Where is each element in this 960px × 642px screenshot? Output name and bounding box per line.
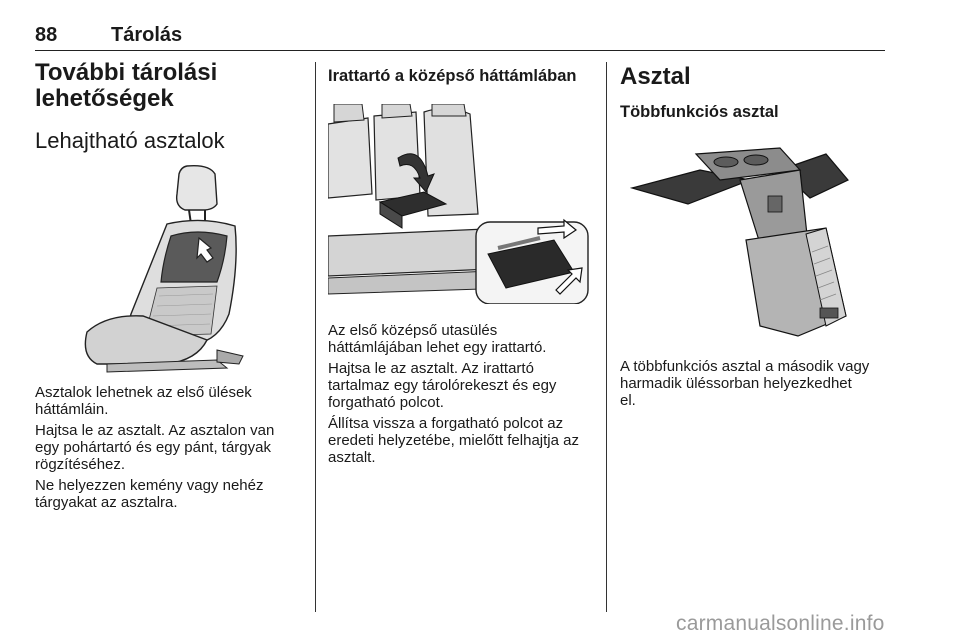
section-title: Tárolás <box>111 24 183 46</box>
page-header <box>35 24 885 51</box>
text-line: A többfunkciós asztal a második vagy <box>620 358 870 375</box>
text-line: tárgyakat az asztalra. <box>35 494 178 511</box>
page-number: 88 <box>35 24 58 46</box>
text-line: Hajtsa le az asztalt. Az asztalon van <box>35 422 275 439</box>
text-line: eredeti helyzetébe, mielőtt felhajtja az <box>328 432 579 449</box>
document-holder-illustration <box>328 104 598 304</box>
text-line: rögzítéséhez. <box>35 456 126 473</box>
column-divider-1 <box>315 62 316 612</box>
text-line: el. <box>620 392 636 409</box>
text-line: forgatható polcot. <box>328 394 444 411</box>
text-line: Ne helyezzen kemény vagy nehéz <box>35 477 264 494</box>
text-line: háttámláin. <box>35 401 109 418</box>
column-right <box>620 60 890 409</box>
text-line: Hajtsa le az asztalt. Az irattartó <box>328 360 534 377</box>
multifunction-table-illustration <box>630 140 890 340</box>
text-line: egy pohártartó és egy pánt, tárgyak <box>35 439 271 456</box>
text-line: tartalmaz egy tárolórekeszt és egy <box>328 377 557 394</box>
column-left <box>35 60 307 511</box>
column-middle <box>328 60 598 466</box>
text-line: Az első középső utasülés <box>328 322 498 339</box>
section-heading: Irattartó a középső háttámlában <box>328 67 577 85</box>
page-heading-line2: lehetőségek <box>35 85 174 112</box>
subsection-heading: Többfunkciós asztal <box>620 103 779 121</box>
text-line: háttámlájában lehet egy irattartó. <box>328 339 547 356</box>
column-divider-2 <box>606 62 607 612</box>
section-heading: Asztal <box>620 63 691 90</box>
section-heading: Lehajtható asztalok <box>35 128 225 153</box>
text-line: Asztalok lehetnek az első ülések <box>35 384 252 401</box>
page-heading-line1: További tárolási <box>35 59 218 86</box>
text-line: Állítsa vissza a forgatható polcot az <box>328 415 564 432</box>
seat-table-illustration <box>67 164 307 374</box>
text-line: harmadik üléssorban helyezkedhet <box>620 375 852 392</box>
text-line: asztalt. <box>328 449 376 466</box>
watermark: carmanualsonline.info <box>676 612 885 635</box>
